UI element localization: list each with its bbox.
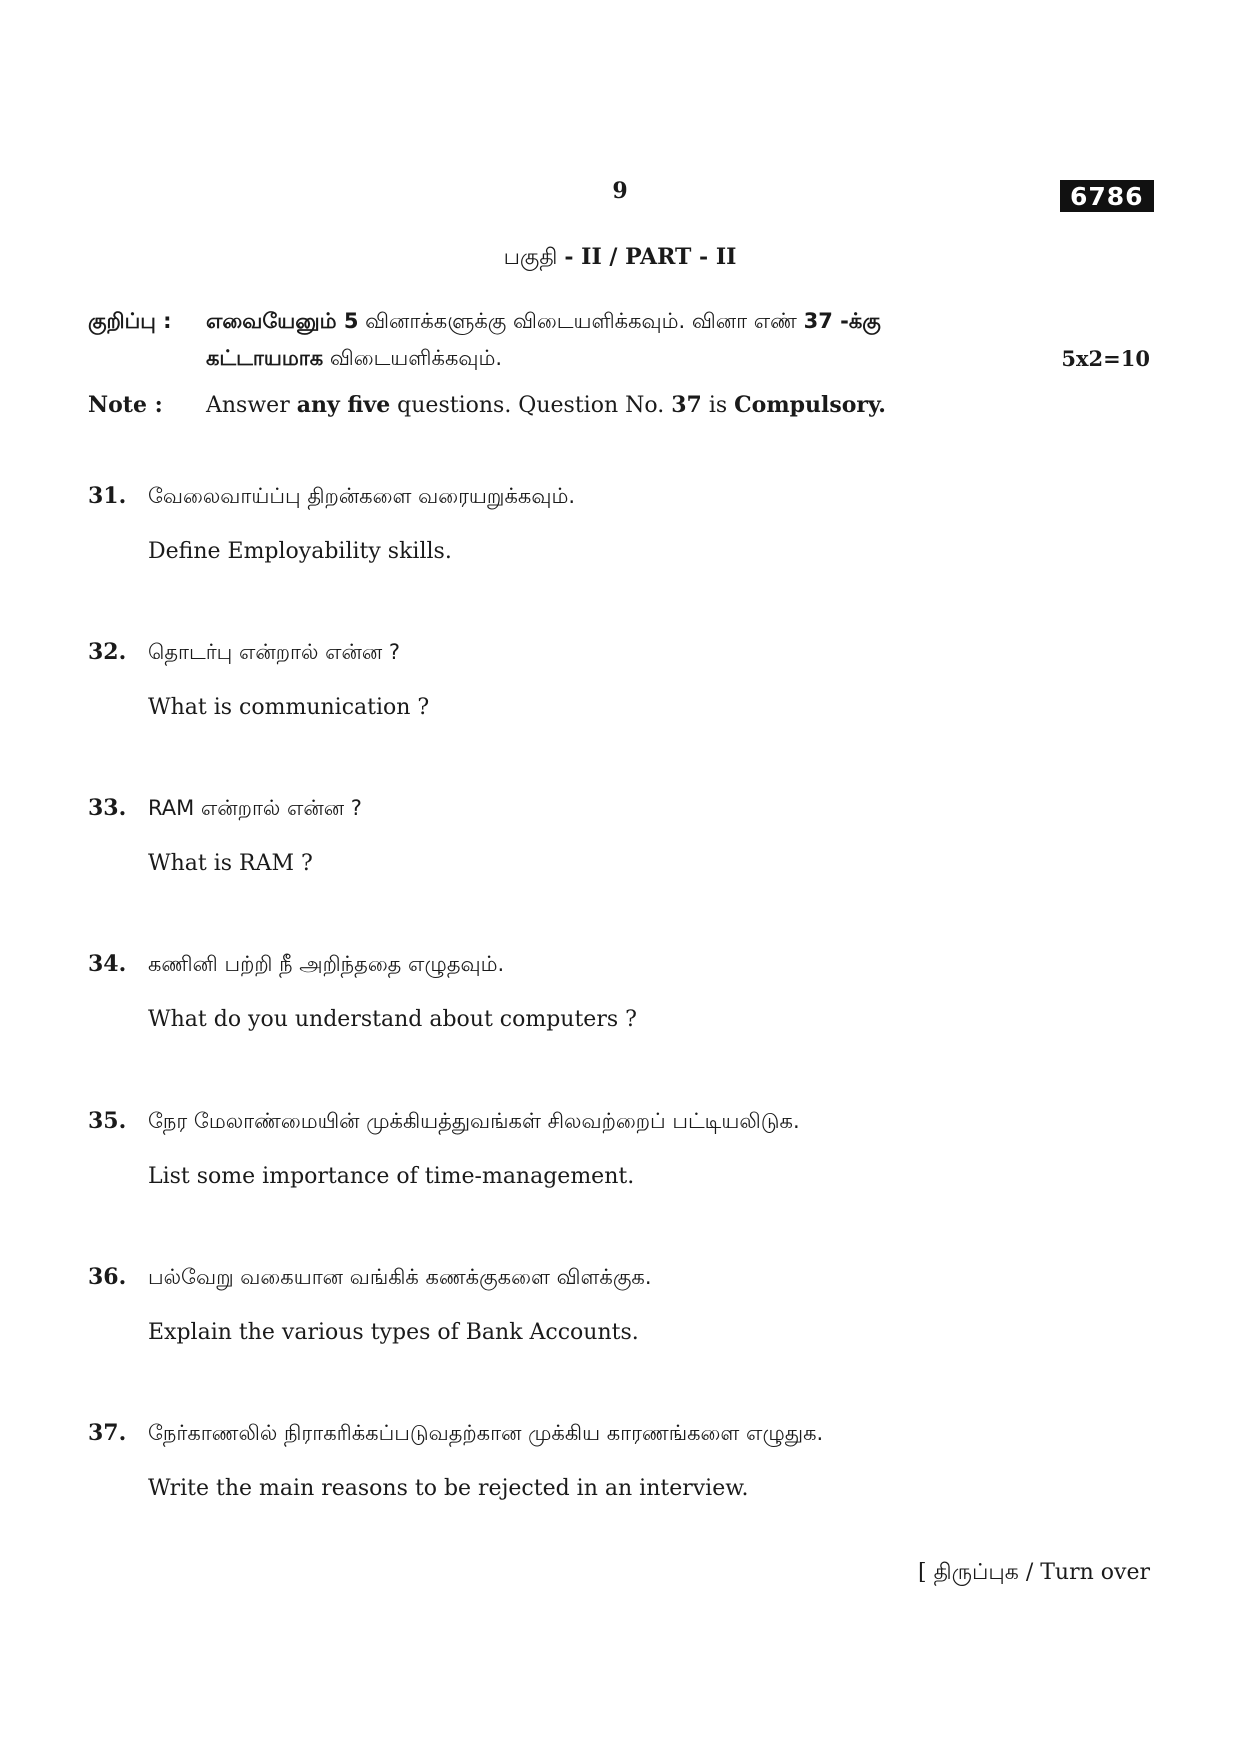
turn-over-bracket: [ [918,1560,934,1585]
question-tamil: தொடர்பு என்றால் என்ன ? [148,640,401,664]
question-number: 33. [88,795,127,821]
english-note-text: questions. Question No. [390,393,672,418]
question-english: Write the main reasons to be rejected in an interview. [148,1476,749,1501]
question-english: List some importance of time-management. [148,1164,635,1189]
english-note-text: is [701,393,735,418]
english-note-qno: 37 [671,392,702,418]
question-english: What do you understand about computers ? [148,1007,637,1032]
question-35 [88,1108,1150,1189]
question-tamil: RAM என்றால் என்ன ? [148,796,362,820]
tamil-note-qno: 37 -க்கு [803,309,881,333]
question-31 [88,483,1150,564]
english-note-text: Answer [206,393,297,418]
tamil-note-any: எவையேனும் 5 [206,309,359,333]
marks-allocation: 5x2=10 [1061,346,1150,371]
question-37 [88,1420,1150,1501]
question-number: 36. [88,1264,127,1290]
question-33 [88,795,1150,876]
question-number: 34. [88,951,127,977]
tamil-note-mid: வினாக்களுக்கு விடையளிக்கவும். வினா எண் [358,309,804,333]
turn-over-english: / Turn over [1018,1560,1150,1585]
tamil-note-end: விடையளிக்கவும். [323,346,503,370]
question-tamil: நேர்காணலில் நிராகரிக்கப்படுவதற்கான முக்கிய காரணங்களை எழுதுக. [148,1421,824,1445]
paper-code-badge: 6786 [1060,180,1154,212]
question-tamil: வேலைவாய்ப்பு திறன்களை வரையறுக்கவும். [148,484,576,508]
english-note-compulsory: Compulsory. [734,392,886,418]
turn-over-note [918,1560,1150,1588]
question-english: Explain the various types of Bank Accounts. [148,1320,639,1345]
question-32 [88,639,1150,720]
question-tamil: நேர மேலாண்மையின் முக்கியத்துவங்கள் சிலவற்றைப் பட்டியலிடுக. [148,1109,800,1133]
tamil-note [88,303,1150,377]
part-title [0,244,1240,273]
question-number: 32. [88,639,127,665]
question-36 [88,1264,1150,1345]
english-note-any-five: any five [296,392,391,418]
question-number: 37. [88,1420,127,1446]
question-english: Define Employability skills. [148,539,452,564]
tamil-note-label: குறிப்பு : [88,309,172,333]
turn-over-tamil: திருப்புக [933,1560,1019,1585]
question-number: 35. [88,1108,127,1134]
part-title-english: - II / PART - II [564,244,737,270]
question-english: What is RAM ? [148,851,313,876]
question-34 [88,951,1150,1032]
question-english: What is communication ? [148,695,430,720]
question-tamil: பல்வேறு வகையான வங்கிக் கணக்குகளை விளக்குக. [148,1265,652,1289]
part-title-tamil: பகுதி [503,245,558,270]
question-number: 31. [88,483,127,509]
tamil-note-compulsory: கட்டாயமாக [206,346,324,370]
english-note-label: Note : [88,392,163,418]
page-number: 9 [612,178,628,204]
question-tamil: கணினி பற்றி நீ அறிந்ததை எழுதவும். [148,952,505,976]
english-note [88,392,886,418]
